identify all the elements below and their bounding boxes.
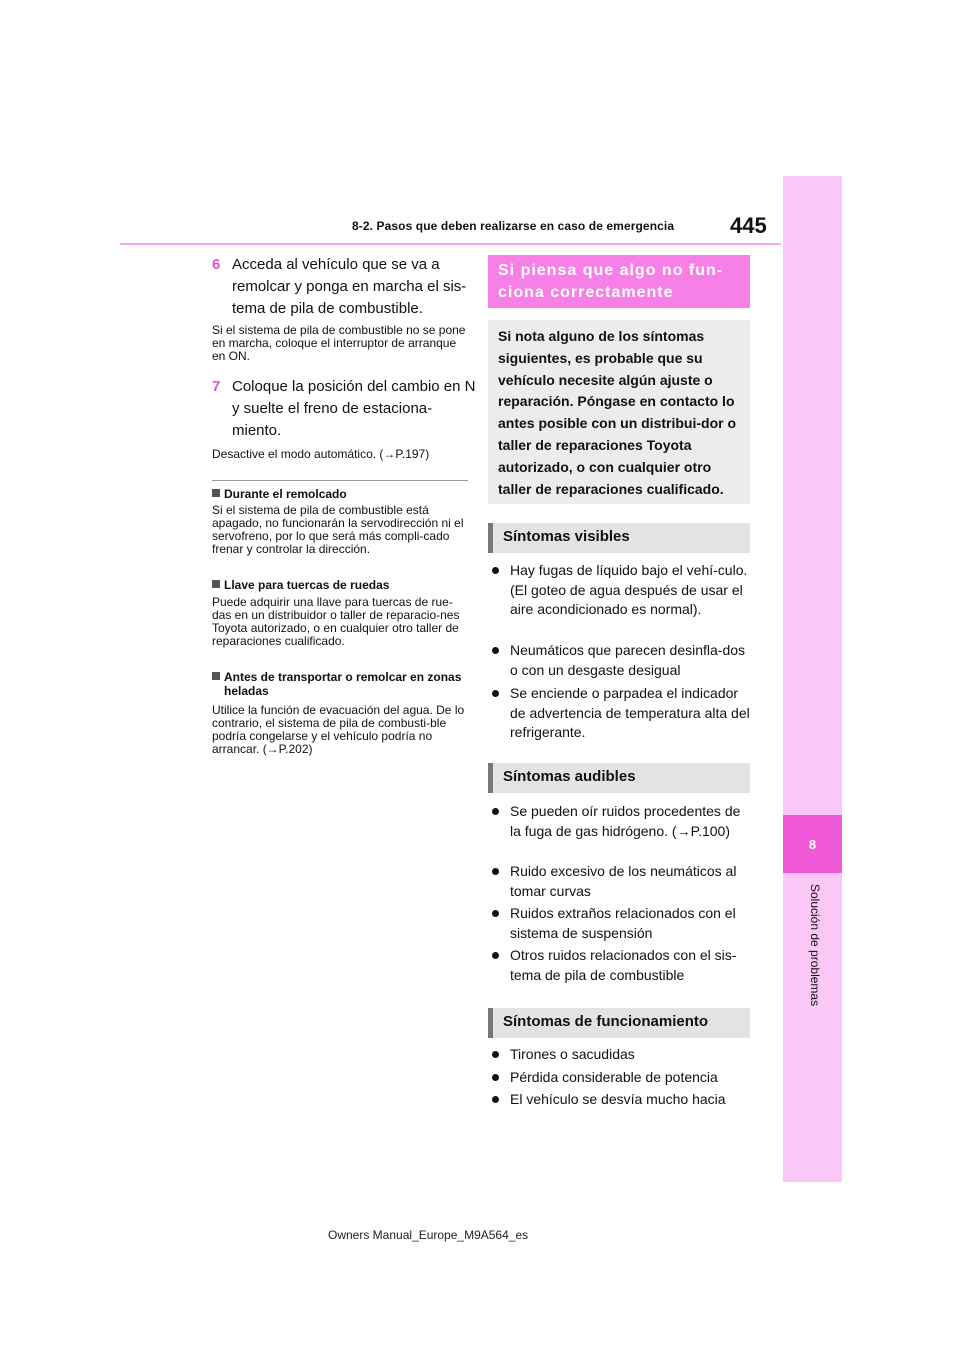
subsection-text: Utilice la función de evacuación del agua. De lo contrario, el sistema de pila de combusti-ble podría congelarse y el vehículo podría no arrancar. (→P.202) (212, 703, 465, 756)
step-text: Acceda al vehículo que se va a remolcar y ponga en marcha el sis-tema de pila de combustible. (232, 256, 467, 317)
header-rule (120, 243, 781, 245)
bullet-icon (492, 1051, 499, 1058)
subsection-heading: Durante el remolcado (212, 487, 468, 501)
divider (212, 480, 468, 481)
audible-symptoms-heading: Síntomas audibles (488, 763, 750, 793)
square-bullet-icon (212, 672, 220, 680)
bullet-icon (492, 1096, 499, 1103)
bullet-icon (492, 1074, 499, 1081)
step-number: 6 (212, 256, 221, 273)
subsection-heading: Llave para tuercas de ruedas (212, 578, 468, 592)
subsection-text: Puede adquirir una llave para tuercas de rue-das en un distribuidor o taller de reparacio-nes Toyota autorizado, o en cualquier otro taller de reparaciones cualificado. (212, 595, 460, 648)
section-title: 8-2. Pasos que deben realizarse en caso de emergencia (352, 219, 675, 233)
chapter-side-tab (783, 176, 842, 1182)
bullet-icon (492, 567, 499, 574)
page-number: 445 (730, 213, 767, 238)
bullet-icon (492, 952, 499, 959)
chapter-number-badge: 8 (783, 815, 842, 873)
bullet-icon (492, 647, 499, 654)
visible-symptoms-heading: Síntomas visibles (488, 523, 750, 553)
subsection-heading: Antes de transportar o remolcar en zonas heladas (212, 670, 468, 698)
bullet-icon (492, 808, 499, 815)
square-bullet-icon (212, 489, 220, 497)
footer-document-id: Owners Manual_Europe_M9A564_es (328, 1228, 529, 1242)
chapter-label: Solución de problemas (808, 884, 822, 1007)
step-6-note: Si el sistema de pila de combustible no se pone en marcha, coloque el interruptor de arranque en ON. (212, 323, 466, 363)
step-7-note: Desactive el modo automático. (→P.197) (212, 447, 430, 461)
step-text: Coloque la posición del cambio en N y suelte el freno de estaciona-miento. (232, 378, 476, 439)
operation-symptoms-heading: Síntomas de funcionamiento (488, 1008, 750, 1038)
intro-box: Si nota alguno de los síntomas siguientes, es probable que su vehículo necesite algún ajuste o reparación. Póngase en contacto lo antes posible con un distribui-dor o taller de reparaciones Toyota autorizado, o con cualquier otro taller de reparaciones cualificado. (488, 320, 750, 504)
bullet-icon (492, 868, 499, 875)
bullet-icon (492, 690, 499, 697)
square-bullet-icon (212, 580, 220, 588)
warning-banner: Si piensa que algo no fun-ciona correctamente (488, 255, 750, 308)
step-number: 7 (212, 378, 221, 395)
bullet-icon (492, 910, 499, 917)
subsection-text: Si el sistema de pila de combustible está apagado, no funcionarán la servodirección ni el servofreno, por lo que será más compli-cado frenar y controlar la dirección. (212, 503, 464, 556)
